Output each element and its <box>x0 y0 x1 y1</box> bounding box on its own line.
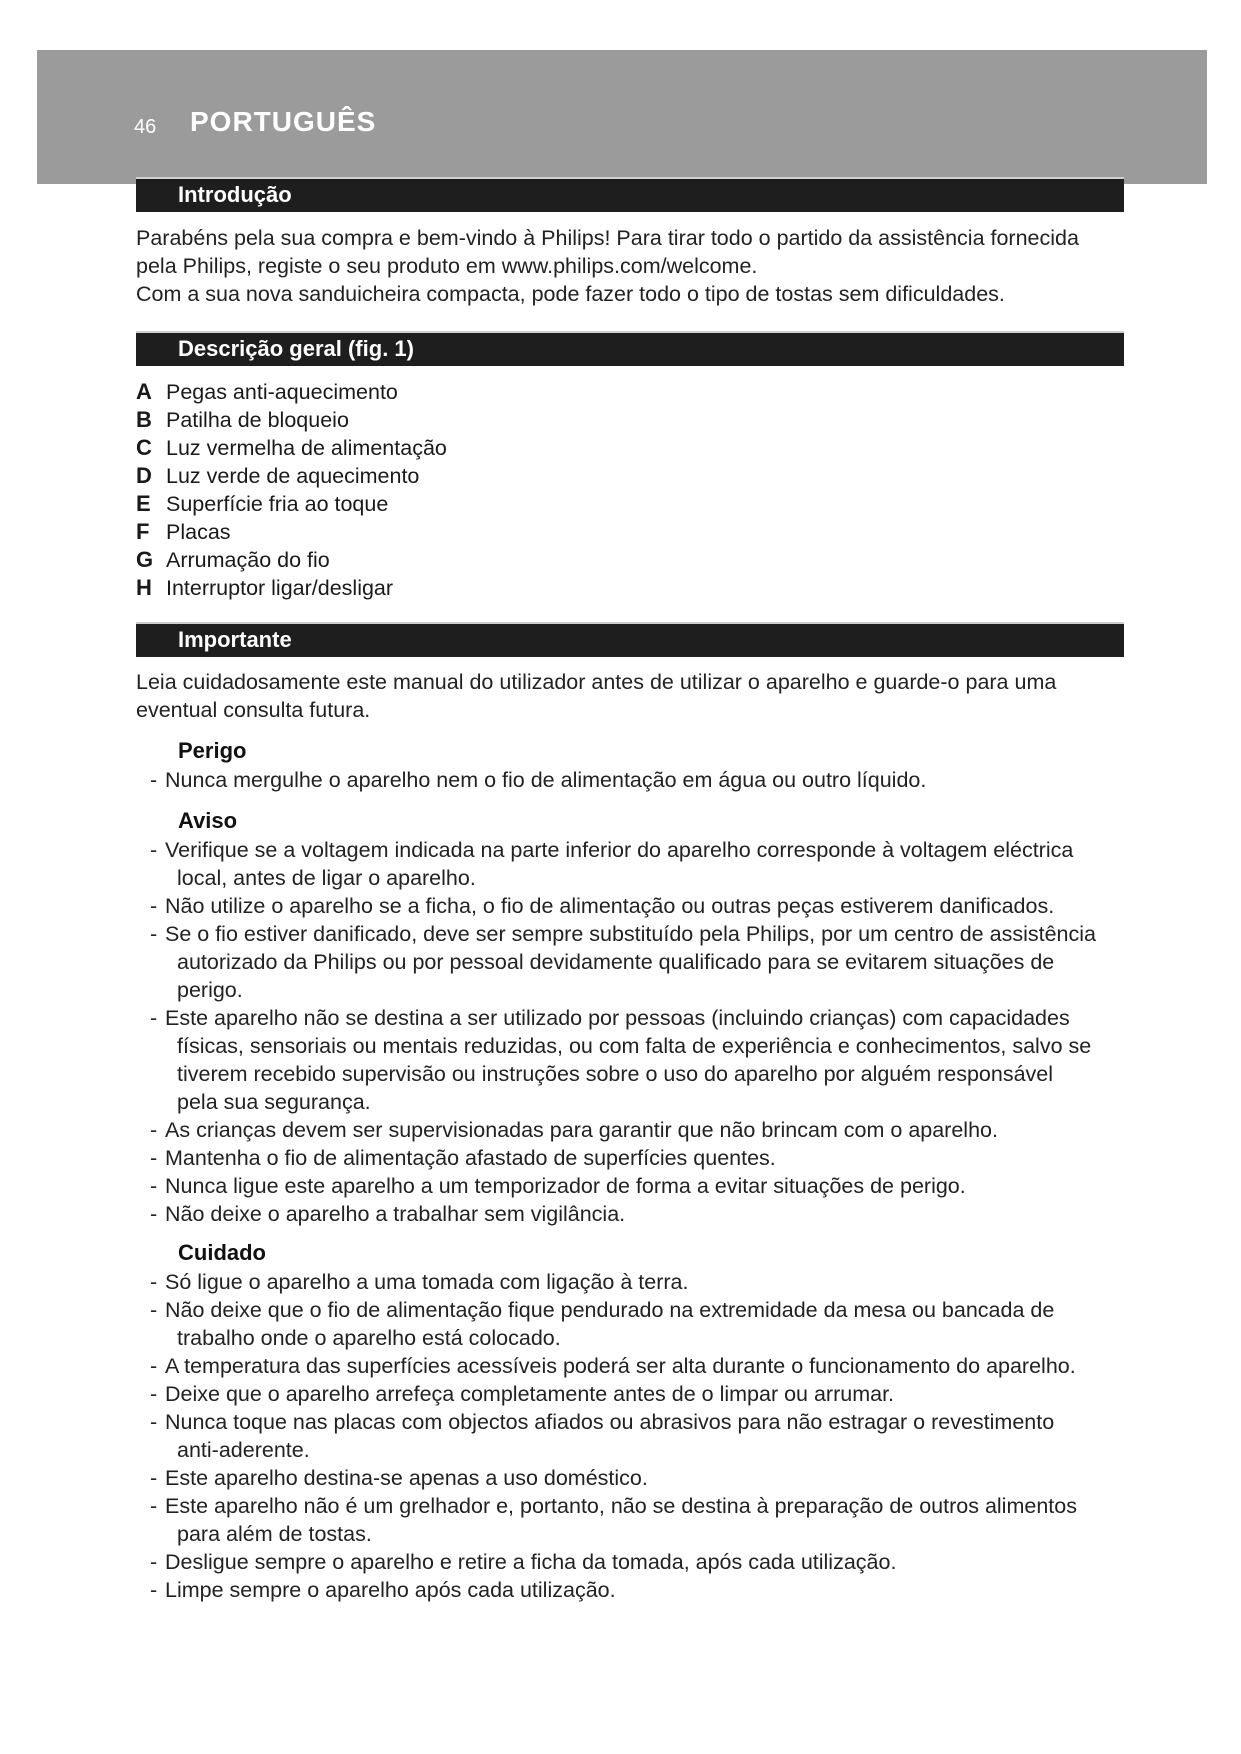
subheading-warning: Aviso <box>178 808 238 833</box>
list-item <box>150 1548 1150 1576</box>
text-line: - Este aparelho destina-se apenas a uso doméstico. <box>165 1466 648 1490</box>
text-line: Com a sua nova sanduicheira compacta, pode fazer todo o tipo de tostas sem dificuldades. <box>136 282 1005 306</box>
list-item <box>150 836 1150 892</box>
list-item <box>150 1408 1150 1464</box>
section-bar-overview <box>136 331 1124 366</box>
list-item <box>150 1268 1150 1296</box>
subheading-caution: Cuidado <box>178 1240 266 1265</box>
part-label: Superfície fria ao toque <box>166 492 389 516</box>
part-label: Placas <box>166 520 231 544</box>
text-line: autorizado da Philips ou por pessoal devidamente qualificado para se evitarem situações de <box>177 950 1055 974</box>
part-item <box>136 378 447 406</box>
part-item <box>136 490 447 518</box>
text-line: tiverem recebido supervisão ou instruções sobre o uso do aparelho por alguém responsável <box>177 1062 1054 1086</box>
list-item <box>150 1576 1150 1604</box>
warning-list <box>150 836 1150 1228</box>
part-letter: D <box>136 463 152 488</box>
list-item <box>150 1296 1150 1352</box>
part-label: Patilha de bloqueio <box>166 408 349 432</box>
part-letter: E <box>136 491 151 516</box>
text-line: perigo. <box>177 978 243 1002</box>
text-line: - Desligue sempre o aparelho e retire a ficha da tomada, após cada utilização. <box>165 1550 897 1574</box>
part-item <box>136 462 447 490</box>
part-letter: H <box>136 575 152 600</box>
part-label: Interruptor ligar/desligar <box>166 576 394 600</box>
intro-paragraph <box>136 224 1136 308</box>
section-bar-intro <box>136 177 1124 212</box>
text-line: Parabéns pela sua compra e bem-vindo à Philips! Para tirar todo o partido da assistência fornecida <box>136 226 1079 250</box>
caution-list <box>150 1268 1150 1604</box>
danger-list <box>150 766 1150 794</box>
subheading-danger: Perigo <box>178 738 247 763</box>
text-line: - Este aparelho não é um grelhador e, portanto, não se destina à preparação de outros alimentos <box>165 1494 1077 1518</box>
text-line: - Verifique se a voltagem indicada na parte inferior do aparelho corresponde à voltagem eléctrica <box>165 838 1074 862</box>
text-line: - Este aparelho não se destina a ser utilizado por pessoas (incluindo crianças) com capacidades <box>165 1006 1070 1030</box>
list-item <box>150 892 1150 920</box>
part-letter: A <box>136 379 152 404</box>
list-item <box>150 1492 1150 1548</box>
part-item <box>136 546 447 574</box>
section-title-important: Importante <box>178 627 292 652</box>
list-item <box>150 1144 1150 1172</box>
list-item <box>150 1380 1150 1408</box>
section-title-overview: Descrição geral (fig. 1) <box>178 336 414 361</box>
text-line: pela Philips, registe o seu produto em www.philips.com/welcome. <box>136 254 758 278</box>
text-line: físicas, sensoriais ou mentais reduzidas, ou com falta de experiência e conhecimentos, salvo se <box>177 1034 1092 1058</box>
part-label: Arrumação do fio <box>166 548 330 572</box>
part-label: Luz vermelha de alimentação <box>166 436 447 460</box>
list-item <box>150 1200 1150 1228</box>
text-line: para além de tostas. <box>177 1522 372 1546</box>
page-number: 46 <box>134 116 157 138</box>
text-line: pela sua segurança. <box>177 1090 371 1114</box>
part-item <box>136 406 447 434</box>
part-letter: B <box>136 407 152 432</box>
list-item <box>150 766 1150 794</box>
language-title: PORTUGUÊS <box>190 106 377 137</box>
text-line: - Não deixe o aparelho a trabalhar sem vigilância. <box>165 1202 626 1226</box>
list-item <box>150 920 1150 1004</box>
text-line: - Só ligue o aparelho a uma tomada com ligação à terra. <box>165 1270 689 1294</box>
text-line: - Deixe que o aparelho arrefeça completamente antes de o limpar ou arrumar. <box>165 1382 895 1406</box>
important-paragraph <box>136 668 1136 724</box>
text-line: - Se o fio estiver danificado, deve ser sempre substituído pela Philips, por um centro de assistência <box>165 922 1096 946</box>
text-line: - Limpe sempre o aparelho após cada utilização. <box>165 1578 616 1602</box>
part-letter: F <box>136 519 150 544</box>
text-line: local, antes de ligar o aparelho. <box>177 866 476 890</box>
list-item <box>150 1116 1150 1144</box>
text-line: - As crianças devem ser supervisionadas para garantir que não brincam com o aparelho. <box>165 1118 998 1142</box>
text-line: - Não deixe que o fio de alimentação fique pendurado na extremidade da mesa ou bancada de <box>165 1298 1055 1322</box>
part-item <box>136 574 447 602</box>
text-line: eventual consulta futura. <box>136 698 371 722</box>
part-label: Luz verde de aquecimento <box>166 464 420 488</box>
part-label: Pegas anti-aquecimento <box>166 380 398 404</box>
text-line: Leia cuidadosamente este manual do utilizador antes de utilizar o aparelho e guarde-o para uma <box>136 670 1057 694</box>
list-item <box>150 1464 1150 1492</box>
part-letter: C <box>136 435 152 460</box>
list-item <box>150 1352 1150 1380</box>
section-title-intro: Introdução <box>178 182 292 207</box>
part-item <box>136 434 447 462</box>
text-line: - Mantenha o fio de alimentação afastado de superfícies quentes. <box>165 1146 776 1170</box>
text-line: - Nunca toque nas placas com objectos afiados ou abrasivos para não estragar o revestimento <box>165 1410 1055 1434</box>
text-line: - Nunca mergulhe o aparelho nem o fio de alimentação em água ou outro líquido. <box>165 768 927 792</box>
part-letter: G <box>136 547 154 572</box>
list-item <box>150 1004 1150 1116</box>
parts-list <box>136 378 447 602</box>
text-line: anti-aderente. <box>177 1438 310 1462</box>
text-line: - A temperatura das superfícies acessíveis poderá ser alta durante o funcionamento do aparelho. <box>165 1354 1076 1378</box>
list-item <box>150 1172 1150 1200</box>
text-line: trabalho onde o aparelho está colocado. <box>177 1326 561 1350</box>
text-line: - Nunca ligue este aparelho a um temporizador de forma a evitar situações de perigo. <box>165 1174 966 1198</box>
text-line: - Não utilize o aparelho se a ficha, o fio de alimentação ou outras peças estiverem danificados. <box>165 894 1055 918</box>
part-item <box>136 518 447 546</box>
section-bar-important <box>136 622 1124 657</box>
